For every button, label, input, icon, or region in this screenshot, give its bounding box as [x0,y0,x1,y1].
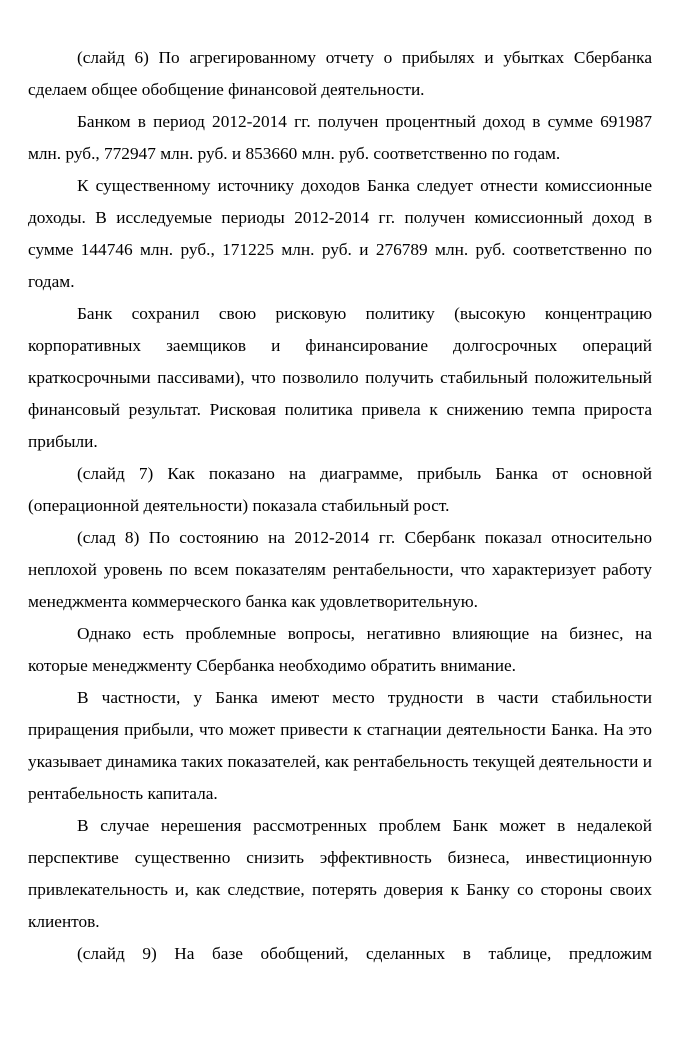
paragraph-problem-issues: Однако есть проблемные вопросы, негативно влияющие на бизнес, на которые менеджменту Сбербанка необходимо обратить внимание. [28,624,652,675]
paragraph-slide-8-profitability: (слад 8) По состоянию на 2012-2014 гг. Сбербанк показал относительно неплохой уровень по всем показателям рентабельности, что характеризует работу менеджмента коммерческого банка как удовлетворительную. [28,528,652,611]
paragraph-slide-6-summary: (слайд 6) По агрегированному отчету о прибылях и убытках Сбербанка сделаем общее обобщение финансовой деятельности. [28,48,652,99]
paragraph-interest-income: Банком в период 2012-2014 гг. получен процентный доход в сумме 691987 млн. руб., 772947 млн. руб. и 853660 млн. руб. соответственно по годам. [28,112,652,163]
paragraph-slide-9-proposal: (слайд 9) На базе обобщений, сделанных в таблице, предложим [77,944,652,963]
paragraph-slide-7-profit: (слайд 7) Как показано на диаграмме, прибыль Банка от основной (операционной деятельности) показала стабильный рост. [28,464,652,515]
paragraph-profit-stability: В частности, у Банка имеют место трудности в части стабильности приращения прибыли, что может привести к стагнации деятельности Банка. На это указывает динамика таких показателей, как рентабельность текущей деятельности и рентабельность капитала. [28,688,652,803]
paragraph-commission-income: К существенному источнику доходов Банка следует отнести комиссионные доходы. В исследуемые периоды 2012-2014 гг. получен комиссионный доход в сумме 144746 млн. руб., 171225 млн. руб. и 276789 млн. руб. соответственно по годам. [28,176,652,291]
paragraph-consequences: В случае нерешения рассмотренных проблем Банк может в недалекой перспективе существенно снизить эффективность бизнеса, инвестиционную привлекательность и, как следствие, потерять доверия к Банку со стороны своих клиентов. [28,816,652,931]
paragraph-risk-policy: Банк сохранил свою рисковую политику (высокую концентрацию корпоративных заемщиков и финансирование долгосрочных операций краткосрочными пассивами), что позволило получить стабильный положительный финансовый результат. Рисковая политика привела к снижению темпа прироста прибыли. [28,304,652,451]
document-page [28,42,652,970]
